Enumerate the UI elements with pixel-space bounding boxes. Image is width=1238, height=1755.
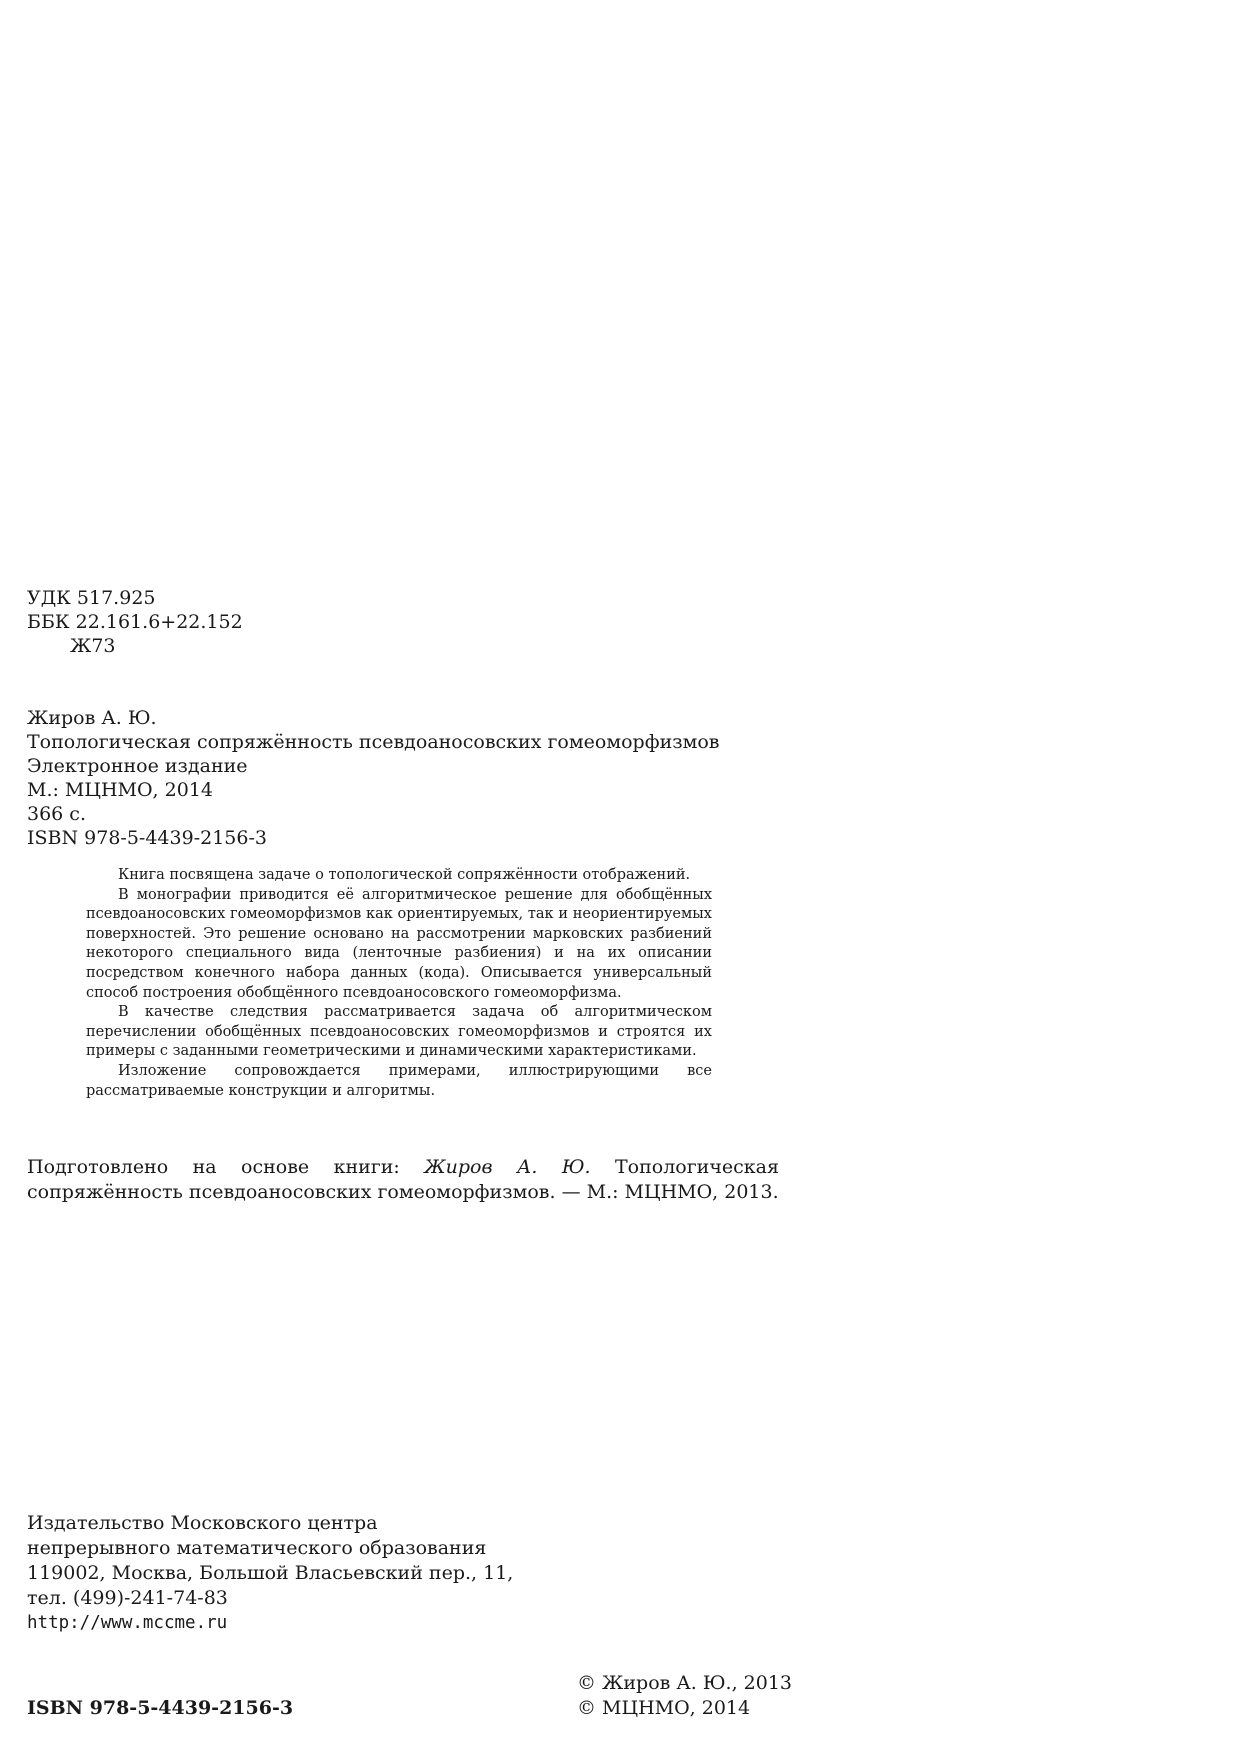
udk-code: УДК 517.925 [27, 587, 156, 609]
abstract-paragraph: Книга посвящена задаче о топологической сопряжённости отображений. [118, 867, 691, 883]
footer-isbn: ISBN 978-5-4439-2156-3 [27, 1697, 294, 1719]
bbk-code: ББК 22.161.6+22.152 [27, 611, 243, 633]
reference-rest: Топологическая сопряжённость псевдоаносовских гомеоморфизмов. — М.: МЦНМО, 2013. [27, 1156, 779, 1203]
reference-prefix: Подготовлено на основе книги: [27, 1156, 425, 1178]
author-mark: Ж73 [70, 635, 116, 657]
reference-author: Жиров А. Ю. [424, 1156, 591, 1178]
publisher-name-line2: непрерывного математического образования [27, 1537, 487, 1559]
bib-pages: 366 с. [27, 803, 86, 825]
publisher-url[interactable]: http://www.mccme.ru [27, 1613, 228, 1633]
abstract-paragraph: В качестве следствия рассматривается задача об алгоритмическом перечислении обобщённых псевдоаносовских гомеоморфизмов и строятся их примеры с заданными геометрическими и динамическими характеристиками. [86, 1004, 712, 1060]
bib-author: Жиров А. Ю. [27, 707, 157, 729]
abstract-paragraph: Изложение сопровождается примерами, иллюстрирующими все рассматриваемые конструкции и алгоритмы. [86, 1062, 712, 1099]
publisher-address: 119002, Москва, Большой Власьевский пер., 11, [27, 1562, 514, 1584]
footer-copyright-publisher: © МЦНМО, 2014 [577, 1697, 751, 1719]
publisher-phone: тел. (499)-241-74-83 [27, 1587, 228, 1609]
bib-isbn: ISBN 978-5-4439-2156-3 [27, 827, 267, 849]
bib-publisher-year: М.: МЦНМО, 2014 [27, 779, 213, 801]
abstract-paragraph: В монографии приводится её алгоритмическое решение для обобщённых псевдоаносовских гомеоморфизмов как ориентируемых, так и неориентируемых поверхностей. Это решение основано на рассмотрении марковских разбиений некоторого специального вида (ленточные разбиения) и на их описании посредством конечного набора данных (кода). Описывается универсальный способ построения обобщённого псевдоаносовского гомеоморфизма. [86, 886, 712, 1001]
publisher-name-line1: Издательство Московского центра [27, 1512, 378, 1534]
abstract [86, 866, 712, 1101]
footer-copyright-author: © Жиров А. Ю., 2013 [577, 1672, 793, 1694]
bib-edition: Электронное издание [27, 755, 248, 777]
bib-title: Топологическая сопряжённость псевдоаносовских гомеоморфизмов [27, 731, 720, 753]
source-reference [27, 1155, 779, 1205]
